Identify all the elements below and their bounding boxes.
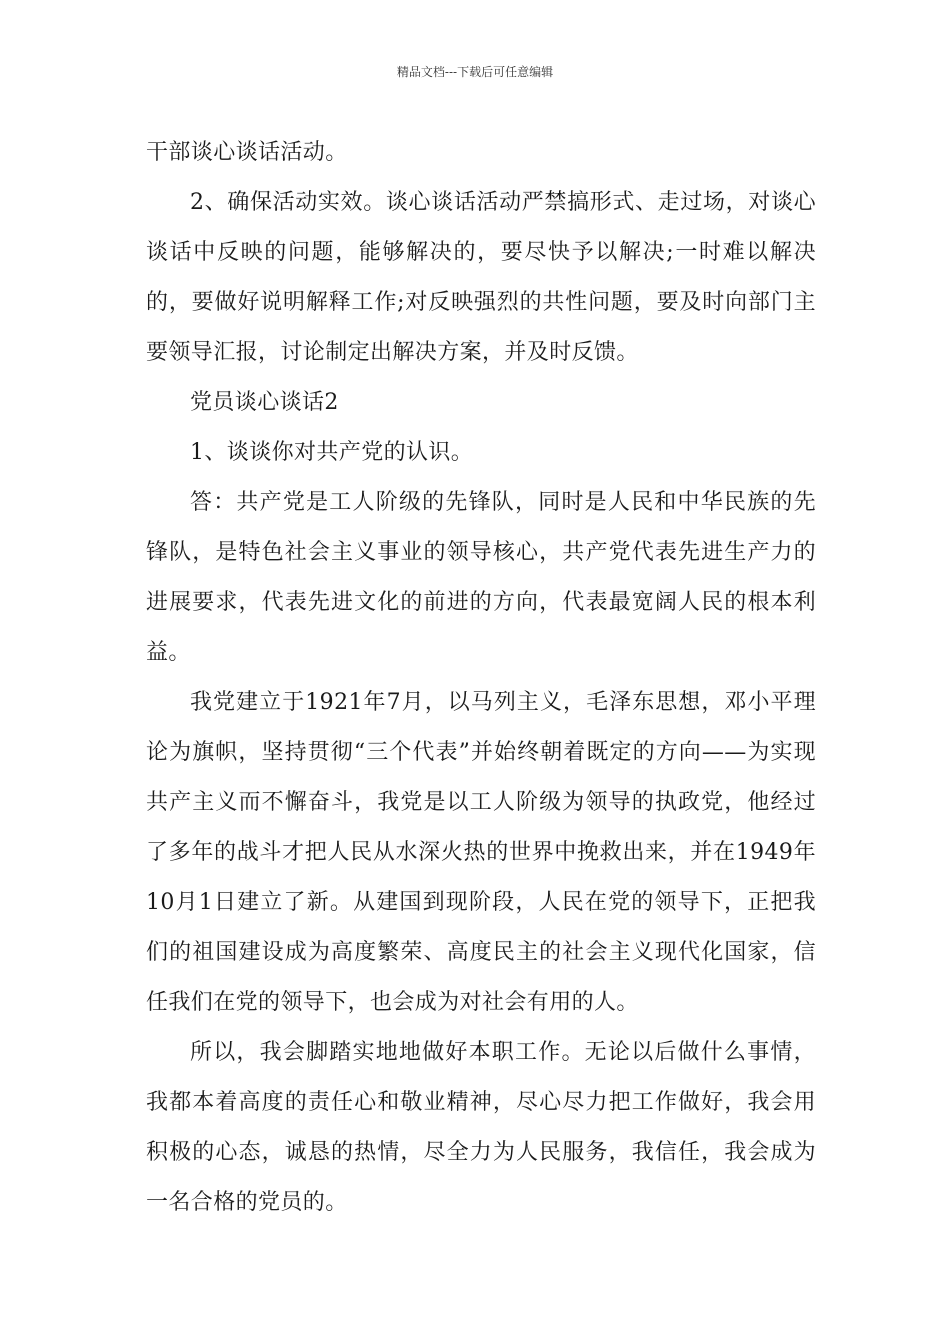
paragraph-continuation: 干部谈心谈话活动。 — [146, 140, 348, 165]
paragraph-commitment: 所以，我会脚踏实地地做好本职工作。无论以后做什么事情，我都本着高度的责任心和敬业精神，尽心尽力把工作做好，我会用积极的心态，诚恳的热情，尽全力为人民服务，我信任，我会成为一名合格的党员的。 — [146, 1040, 816, 1215]
paragraph-answer: 答：共产党是工人阶级的先锋队，同时是人民和中华民族的先锋队，是特色社会主义事业的领导核心，共产党代表先进生产力的进展要求，代表先进文化的前进的方向，代表最宽阔人民的根本利益。 — [146, 490, 816, 665]
section-heading: 党员谈心谈话2 — [190, 390, 339, 415]
paragraph-ensure-effect: 2、确保活动实效。谈心谈话活动严禁搞形式、走过场，对谈心谈话中反映的问题，能够解决的，要尽快予以解决;一时难以解决的，要做好说明解释工作;对反映强烈的共性问题，要及时向部门主要领导汇报，讨论制定出解决方案，并及时反馈。 — [146, 190, 816, 365]
question-heading: 1、谈谈你对共产党的认识。 — [190, 440, 474, 465]
document-body — [146, 128, 816, 1228]
page-header: 精品文档---下载后可任意编辑 — [396, 65, 554, 79]
paragraph-history: 我党建立于1921年7月，以马列主义，毛泽东思想，邓小平理论为旗帜，坚持贯彻“三个代表”并始终朝着既定的方向——为实现共产主义而不懈奋斗，我党是以工人阶级为领导的执政党，他经过了多年的战斗才把人民从水深火热的世界中挽救出来，并在1949年10月1日建立了新。从建国到现阶段，人民在党的领导下，正把我们的祖国建设成为高度繁荣、高度民主的社会主义现代化国家，信任我们在党的领导下，也会成为对社会有用的人。 — [146, 690, 816, 1015]
